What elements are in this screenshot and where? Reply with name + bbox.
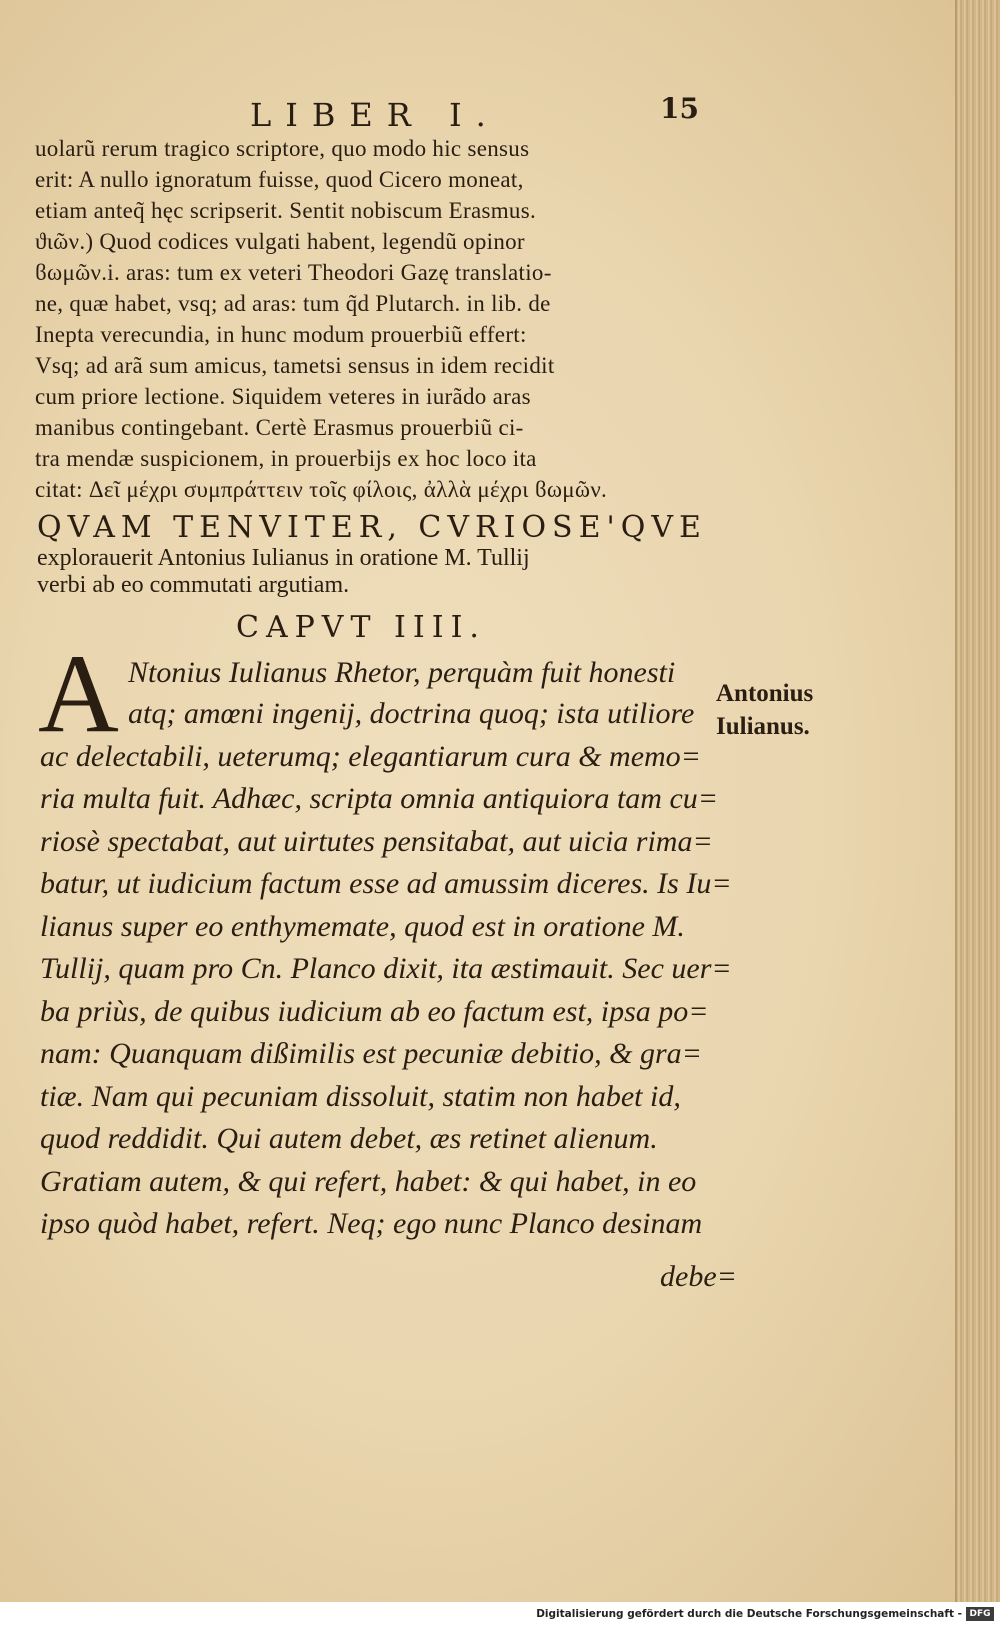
body-line: ac delectabili, ueterumq; elegantiarum cura & memo= — [40, 740, 701, 773]
marginal-note-line: Antonius — [716, 680, 814, 707]
drop-capital: A — [38, 632, 119, 756]
note-line: etiam anteq̃ hęc scripserit. Sentit nobiscum Erasmus. — [35, 198, 537, 223]
note-line: Vsq; ad arã sum amicus, tametsi sensus in idem recidit — [35, 353, 555, 378]
note-line: Inepta verecundia, in hunc modum prouerbiũ effert: — [35, 322, 527, 347]
funding-credit: Digitalisierung gefördert durch die Deutsche Forschungsgemeinschaft - — [536, 1608, 962, 1620]
note-line: ϐωμῶν.i. aras: tum ex veteri Theodori Gazę translatio- — [35, 260, 552, 285]
body-line: nam: Quanquam dißimilis est pecuniæ debitio, & gra= — [40, 1037, 702, 1070]
body-line: Ntonius Iulianus Rhetor, perquàm fuit honesti — [128, 656, 676, 689]
running-head: LIBER I. — [250, 96, 500, 134]
note-line: ne, quæ habet, vsq; ad aras: tum q̃d Plutarch. in lib. de — [35, 291, 551, 316]
note-line: cum priore lectione. Siquidem veteres in iurãdo aras — [35, 384, 531, 409]
body-line: ba priùs, de quibus iudicium ab eo factum est, ipsa po= — [40, 995, 709, 1028]
note-line: citat: Δεῖ μέχρι συμπράττειν τοῖς φίλοις, ἀλλὰ μέχρι ϐωμῶν. — [35, 477, 608, 502]
body-line: Gratiam autem, & qui refert, habet: & qui habet, in eo — [40, 1165, 697, 1198]
note-line: tra mendæ suspicionem, in prouerbijs ex hoc loco ita — [35, 446, 537, 471]
note-line: ϑιῶν.) Quod codices vulgati habent, legendũ opinor — [35, 229, 525, 254]
dfg-logo: DFG — [966, 1607, 994, 1621]
note-line: erit: A nullo ignoratum fuisse, quod Cicero moneat, — [35, 167, 524, 192]
body-line: ria multa fuit. Adhæc, scripta omnia antiquiora tam cu= — [40, 782, 719, 815]
body-line: tiæ. Nam qui pecuniam dissoluit, statim non habet id, — [40, 1080, 681, 1113]
chapter-heading: CAPVT IIII. — [236, 610, 486, 645]
chapter-summary — [37, 510, 707, 599]
body-line: riosè spectabat, aut uirtutes pensitabat, aut uicia rima= — [40, 825, 713, 858]
page-edges — [957, 0, 1000, 1602]
body-line: batur, ut iudicium factum esse ad amussim diceres. Is Iu= — [40, 867, 732, 900]
summary-line: explorauerit Antonius Iulianus in oratione M. Tullij — [37, 545, 530, 571]
note-line: uolarũ rerum tragico scriptore, quo modo hic sensus — [35, 136, 530, 161]
marginal-note — [716, 677, 813, 743]
body-line: ipso quòd habet, refert. Neq; ego nunc Planco desinam — [40, 1207, 703, 1240]
marginal-note-line: Iulianus. — [716, 713, 810, 740]
body-line: Tullij, quam pro Cn. Planco dixit, ita æstimauit. Sec uer= — [40, 952, 732, 985]
digitization-footer — [0, 1602, 1000, 1627]
body-line: atq; amœni ingenij, doctrina quoq; ista utiliore — [128, 697, 695, 730]
catchword: debe= — [660, 1260, 737, 1293]
note-line: manibus contingebant. Certè Erasmus prouerbiũ ci- — [35, 415, 524, 440]
body-line: quod reddidit. Qui autem debet, æs retinet alienum. — [40, 1122, 658, 1155]
body-line: lianus super eo enthymemate, quod est in oratione M. — [40, 910, 685, 943]
summary-line: verbi ab eo commutati argutiam. — [37, 572, 350, 598]
summary-heading: QVAM TENVITER, CVRIOSE'QVE — [37, 510, 707, 545]
page-number: 15 — [660, 92, 699, 125]
